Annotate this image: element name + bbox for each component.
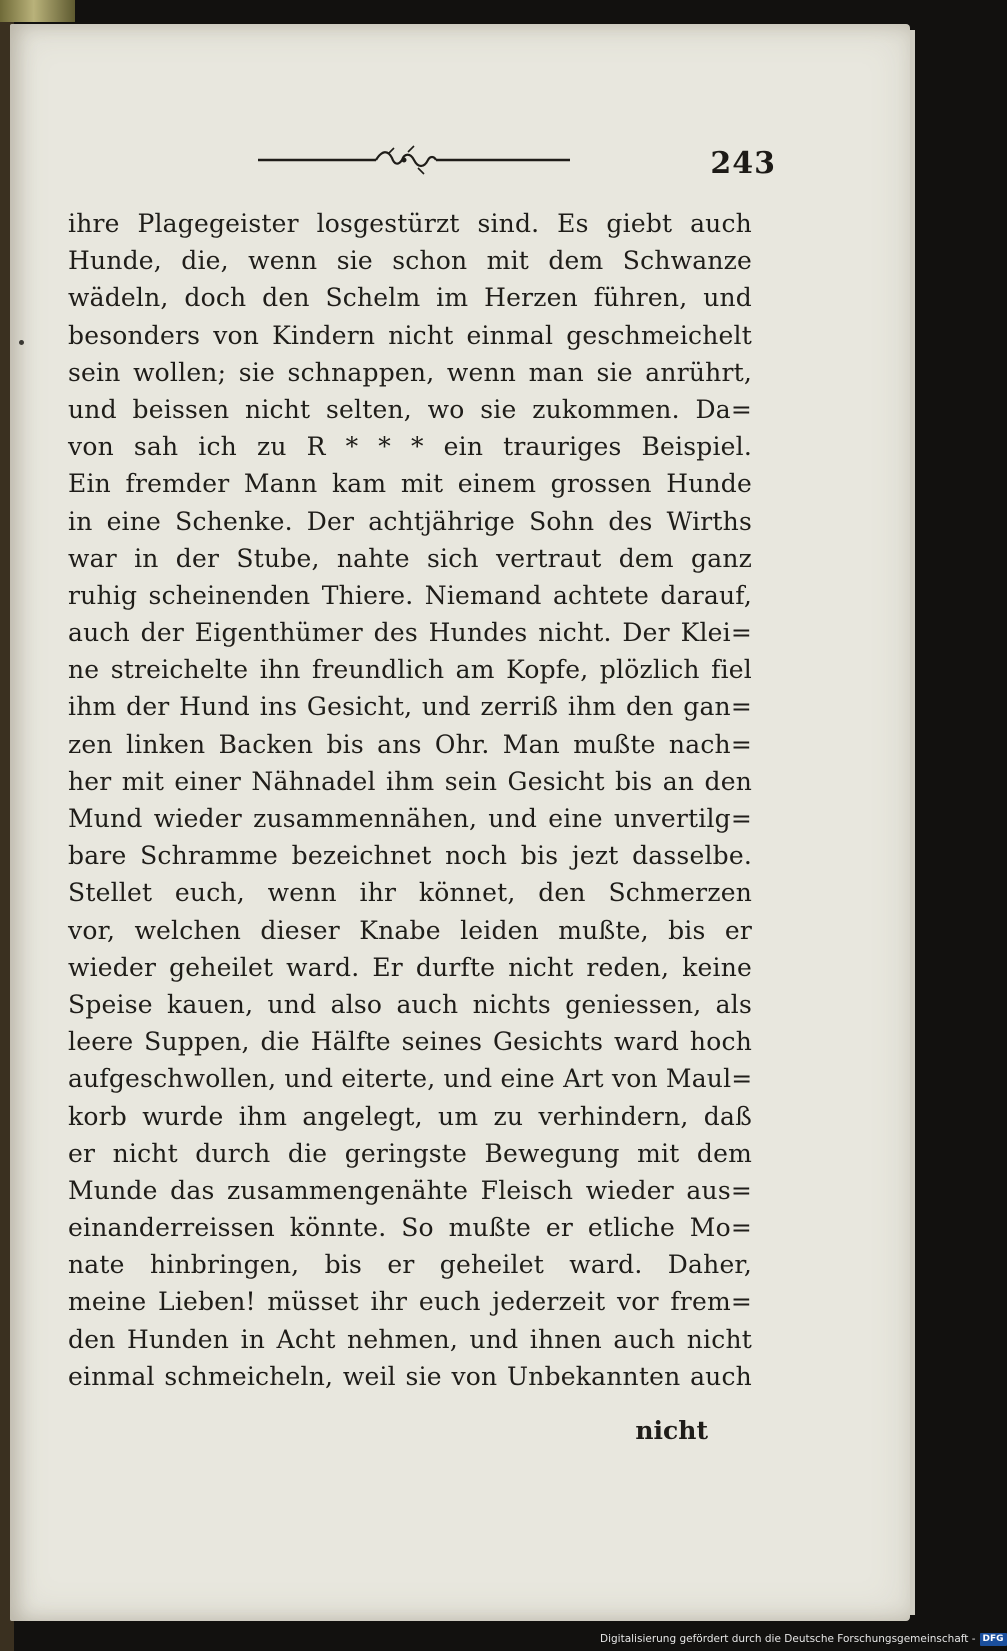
text-line: in eine Schenke. Der achtjährige Sohn des Wirths [68, 506, 752, 536]
text-line: bare Schramme bezeichnet noch bis jezt dasselbe. [68, 841, 752, 871]
header-ornament-icon [258, 146, 570, 176]
text-line: besonders von Kindern nicht einmal geschmeichelt [68, 320, 752, 350]
text-line: aufgeschwollen, und eiterte, und eine Art von Maul= [68, 1064, 753, 1094]
catchword: nicht [635, 1416, 708, 1445]
text-line: den Hunden in Acht nehmen, und ihnen auch nicht [68, 1324, 752, 1354]
text-line: meine Lieben! müsset ihr euch jederzeit vor frem= [68, 1287, 752, 1317]
text-line: leere Suppen, die Hälfte seines Gesichts ward hoch [68, 1027, 752, 1057]
text-line: sein wollen; sie schnappen, wenn man sie anrührt, [68, 357, 752, 387]
credit-text: Digitalisierung gefördert durch die Deutsche Forschungsgemeinschaft - [600, 1633, 976, 1645]
text-line: und beissen nicht selten, wo sie zukommen. Da= [68, 394, 752, 424]
text-line: nate hinbringen, bis er geheilet ward. Daher, [68, 1250, 752, 1280]
text-line: Mund wieder zusammennähen, und eine unvertilg= [68, 804, 752, 833]
text-line: vor, welchen dieser Knabe leiden mußte, bis er [68, 915, 752, 945]
text-line: ihre Plagegeister losgestürzt sind. Es giebt auch [68, 209, 752, 238]
text-line: ihm der Hund ins Gesicht, und zerriß ihm den gan= [68, 692, 752, 722]
margin-mark [19, 340, 24, 345]
text-line: auch der Eigenthümer des Hundes nicht. Der Klei= [68, 618, 752, 648]
text-line: ne streichelte ihn freundlich am Kopfe, plözlich fiel [68, 655, 752, 685]
page-fore-edge [910, 30, 915, 1615]
text-line: war in der Stube, nahte sich vertraut dem ganz [68, 543, 752, 573]
text-line: von sah ich zu R * * * ein trauriges Beispiel. [68, 432, 752, 462]
text-line: her mit einer Nähnadel ihm sein Gesicht bis an den [68, 766, 752, 796]
text-line: zen linken Backen bis ans Ohr. Man mußte nach= [68, 729, 752, 759]
text-line: Stellet euch, wenn ihr könnet, den Schmerzen [68, 878, 752, 908]
text-line: wädeln, doch den Schelm im Herzen führen, und [68, 283, 752, 313]
text-line: Munde das zusammengenähte Fleisch wieder aus= [68, 1175, 752, 1205]
page-number: 243 [710, 146, 776, 181]
text-line: korb wurde ihm angelegt, um zu verhindern, daß [68, 1101, 752, 1131]
text-line: einmal schmeicheln, weil sie von Unbekannten auch [68, 1361, 752, 1391]
text-line: ruhig scheinenden Thiere. Niemand achtete darauf, [68, 580, 752, 610]
dfg-logo-icon: DFG [980, 1633, 1007, 1646]
digitization-credit [600, 1630, 1004, 1648]
text-line: Hunde, die, wenn sie schon mit dem Schwanze [68, 246, 752, 276]
bookmark-ribbon [0, 0, 75, 22]
text-line: er nicht durch die geringste Bewegung mit dem [68, 1138, 752, 1168]
text-line: Speise kauen, und also auch nichts geniessen, als [68, 989, 752, 1019]
text-line: einanderreissen könnte. So mußte er etliche Mo= [68, 1213, 752, 1243]
text-line: Ein fremder Mann kam mit einem grossen Hunde [68, 469, 752, 499]
text-line: wieder geheilet ward. Er durfte nicht reden, keine [68, 952, 752, 982]
page-text [68, 205, 752, 1395]
